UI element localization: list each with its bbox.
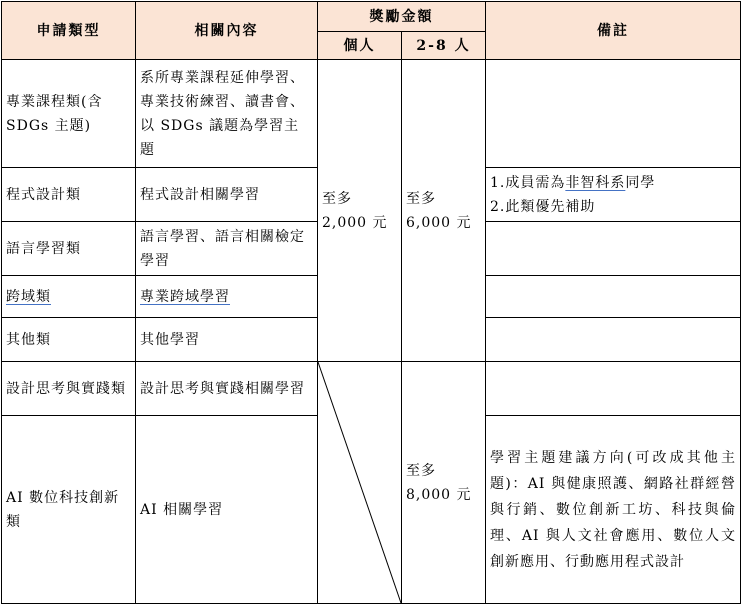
header-individual: 個人: [318, 32, 402, 60]
row-remark: [486, 222, 741, 276]
row-category: 程式設計類: [2, 168, 136, 222]
row-category: 設計思考與實踐類: [2, 362, 136, 416]
row-category: AI 數位科技創新類: [2, 416, 136, 604]
row-remark: [486, 362, 741, 416]
header-row: [2, 2, 741, 32]
row-remark: [486, 60, 741, 168]
row-remark: [486, 276, 741, 318]
row-remark: 學習主題建議方向(可改成其他主題)：AI 與健康照護、網路社群經營與行銷、數位創新工坊、科技與倫理、AI 與人文社會應用、數位人文創新應用、行動應用程式設計: [486, 416, 741, 604]
amount-group-special: [402, 362, 486, 604]
table-row: [2, 362, 741, 416]
header-group: 2-8 人: [402, 32, 486, 60]
table-row: [2, 60, 741, 168]
amount-individual-empty: [318, 362, 402, 604]
amount-group-special-text: 至多 8,000 元: [406, 462, 472, 503]
remark-highlight: 非智科系: [565, 174, 626, 191]
amount-individual-text: 至多 2,000 元: [322, 190, 388, 231]
remark-line-1: 1.成員需為非智科系同學: [490, 174, 656, 191]
row-remark: [486, 168, 741, 222]
header-remarks: 備註: [486, 2, 741, 60]
grant-table: [1, 1, 741, 604]
row-content: AI 相關學習: [136, 416, 318, 604]
row-content: 其他學習: [136, 318, 318, 362]
row-content: [136, 276, 318, 318]
row-content-text: 專業跨域學習: [140, 288, 230, 305]
row-category-text: 跨域類: [6, 288, 51, 305]
row-category: 其他類: [2, 318, 136, 362]
diagonal-slash: [318, 362, 401, 603]
row-content: 系所專業課程延伸學習、專業技術練習、讀書會、以 SDGs 議題為學習主題: [136, 60, 318, 168]
header-content: 相關內容: [136, 2, 318, 60]
amount-group: [402, 60, 486, 362]
row-category: [2, 276, 136, 318]
header-reward: 獎勵金額: [318, 2, 486, 32]
header-category: 申請類型: [2, 2, 136, 60]
amount-group-text: 至多 6,000 元: [406, 190, 472, 231]
grant-table-container: [1, 1, 741, 604]
row-content: 設計思考與實踐相關學習: [136, 362, 318, 416]
row-content: 語言學習、語言相關檢定學習: [136, 222, 318, 276]
remark-line-2: 2.此類優先補助: [490, 198, 596, 215]
row-category: 語言學習類: [2, 222, 136, 276]
row-remark: [486, 318, 741, 362]
row-category: 專業課程類(含 SDGs 主題): [2, 60, 136, 168]
row-content: 程式設計相關學習: [136, 168, 318, 222]
amount-individual: [318, 60, 402, 362]
